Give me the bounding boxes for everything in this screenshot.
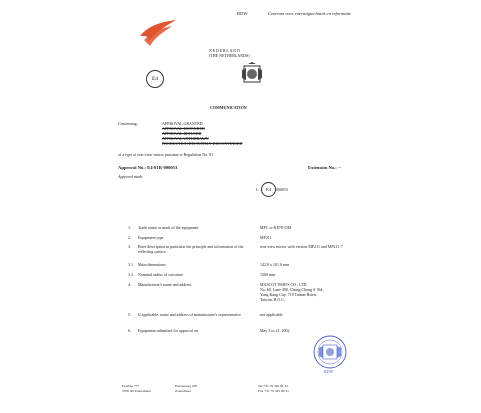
approval-mark-e4: E4	[261, 182, 276, 197]
item-number: 3.2.	[128, 272, 134, 277]
item-number: 5.	[128, 312, 131, 317]
item-number: 6.	[128, 328, 131, 333]
item-value: 1300 mm	[260, 272, 276, 277]
item-number: 3.	[128, 244, 131, 249]
option-approval-extended: APPROVAL EXTENDED	[162, 126, 205, 131]
extension-number: Extension No.: --	[308, 165, 342, 170]
approval-mark-number: 000053	[276, 187, 288, 192]
item-value: not applicable	[260, 312, 283, 317]
option-approval-granted: APPROVAL GRANTED	[162, 121, 203, 126]
item-label: Main dimensions	[138, 262, 166, 267]
footer-contact: Tel +31 79 345 81 41 Fax +31 79 345 80 31	[258, 384, 289, 393]
item-number: 4.	[128, 282, 131, 287]
item-label: Brief description in particular the principle and information of the reflecting surface	[138, 244, 244, 254]
regulation-text: of a type of rear-view mirror pursuant to Regulation No. 81	[118, 152, 214, 157]
item-label: Manufacturer's name and address	[138, 282, 192, 287]
document-title: COMMUNICATION	[210, 105, 247, 110]
footer-postal: Postbus 777 3700 AT Zoetermeer	[122, 384, 151, 393]
org-name: RDW	[237, 11, 248, 16]
item-value: May 3 to 21, 2002	[260, 328, 290, 333]
item-label: Equipment submitted for approval on	[138, 328, 198, 333]
document-page	[88, 4, 404, 406]
stamp-label: RDW	[324, 369, 334, 374]
org-tagline: Centrum voor voertuigtechniek en informatie	[268, 11, 352, 16]
approval-mark-label: Approval mark:	[118, 174, 144, 179]
item-number: 1.	[128, 225, 131, 230]
approval-number: Approval No.: E4-81R-000053	[118, 165, 178, 170]
footer-address: Europaweg 205 Zoetermeer	[175, 384, 198, 393]
item-value: MPC or KENCOM	[260, 225, 292, 230]
item-label: Nominal radius of curvature	[138, 272, 184, 277]
country-name-english: (THE NETHERLANDS)	[209, 53, 250, 58]
e4-mark: E4	[146, 70, 164, 88]
rdw-logo-icon	[138, 18, 178, 48]
item-value: rear-view mirror with version MP211 and MP211-7	[260, 244, 343, 249]
item-label: If applicable, name and address of manufacturer's representative	[138, 312, 241, 317]
item-label: Equipment type	[138, 235, 164, 240]
item-value: 142.0 x 101.0 mm	[260, 262, 290, 267]
item-number: 3.1.	[128, 262, 134, 267]
option-approval-refused: APPROVAL REFUSED	[162, 131, 202, 136]
item-value: MP211	[260, 235, 272, 240]
coat-of-arms-icon	[240, 62, 264, 86]
approval-mark-prefix: L	[256, 187, 259, 192]
option-approval-withdrawn: APPROVAL WITHDRAWN	[162, 136, 209, 141]
option-production-discontinued: PRODUCTION DEFINITELY DISCONTINUED	[162, 141, 243, 146]
item-value: MASCOT PARTS CO., LTD. No. 60, Lane 490, Chung Cheng S. Rd., Yung Kang City, 710 Tainan Hsien, Taiwan, R.O.C.	[260, 282, 324, 302]
item-label: Trade name or mark of the equipment	[138, 225, 199, 230]
concerning-label: Concerning:	[118, 121, 138, 126]
item-number: 2.	[128, 235, 131, 240]
country-name: NEDERLAND	[209, 48, 241, 53]
